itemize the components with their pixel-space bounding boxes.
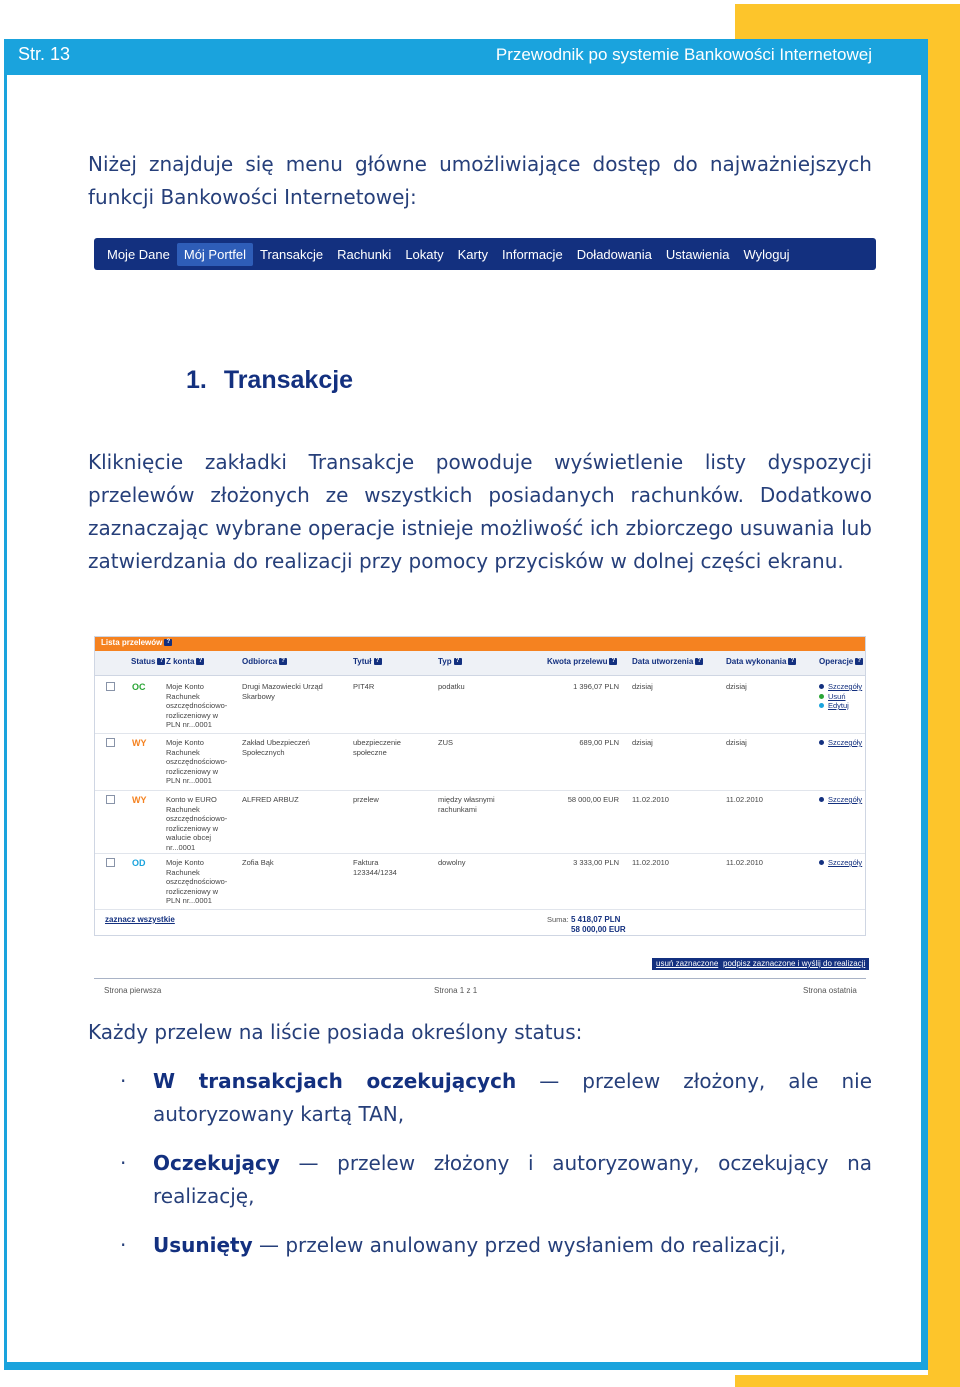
- status-description: — przelew złożony i autoryzowany, oczekujący na realizację,: [153, 1151, 872, 1208]
- status-description: — przelew złożony, ale nie autoryzowany kartą TAN,: [153, 1069, 872, 1126]
- table-row: [95, 677, 865, 734]
- recipient-cell: Zakład Ubezpieczeń Społecznych: [242, 738, 310, 757]
- created-date-cell: 11.02.2010: [632, 858, 669, 867]
- page-number: Str. 13: [18, 44, 71, 64]
- execution-date-cell: 11.02.2010: [726, 795, 763, 804]
- from-account-cell: Moje Konto Rachunek oszczędnościowo-rozliczeniowy w PLN nr...0001: [166, 682, 228, 729]
- status-badge: WY: [132, 795, 147, 805]
- menu-item-6[interactable]: Informacje: [501, 246, 563, 262]
- bullet-icon: [819, 860, 824, 865]
- operations-cell: [819, 738, 862, 748]
- operation-link[interactable]: Edytuj: [819, 701, 862, 711]
- intro-paragraph: Niżej znajduje się menu główne umożliwiające dostęp do najważniejszych funkcji Bankowości Internetowej:: [88, 152, 872, 209]
- recipient-cell: Zofia Bąk: [242, 858, 274, 867]
- status-intro: Każdy przelew na liście posiada określony status:: [88, 1020, 583, 1044]
- menu-item-5[interactable]: Karty: [457, 246, 488, 262]
- pager-current: Strona 1 z 1: [434, 986, 478, 995]
- amount-cell: 3 333,00 PLN: [573, 858, 619, 867]
- sum-label: Suma:: [547, 915, 569, 924]
- status-term: Oczekujący: [153, 1151, 280, 1175]
- section-number: 1.: [186, 366, 207, 394]
- page-frame-yellow-edge: [928, 40, 956, 1382]
- column-header-0[interactable]: Status ?: [131, 657, 165, 666]
- menu-item-3[interactable]: Rachunki: [337, 246, 392, 262]
- amount-cell: 58 000,00 EUR: [567, 795, 619, 804]
- status-badge: OC: [132, 682, 146, 692]
- help-icon[interactable]: ?: [196, 658, 204, 665]
- column-header-4[interactable]: Typ ?: [438, 657, 462, 666]
- status-term: W transakcjach oczekujących: [153, 1069, 517, 1093]
- created-date-cell: 11.02.2010: [632, 795, 669, 804]
- pager-first[interactable]: Strona pierwsza: [104, 986, 162, 995]
- row-checkbox[interactable]: [106, 682, 115, 691]
- from-account-cell: Moje Konto Rachunek oszczędnościowo-rozliczeniowy w PLN nr...0001: [166, 858, 228, 905]
- row-checkbox[interactable]: [106, 795, 115, 804]
- operation-link[interactable]: Usuń: [819, 692, 862, 702]
- amount-cell: 689,00 PLN: [579, 738, 619, 747]
- recipient-cell: ALFRED ARBUZ: [242, 795, 299, 804]
- title-cell: Faktura 123344/1234: [353, 858, 397, 877]
- operation-link[interactable]: Szczegóły: [819, 858, 862, 868]
- operations-cell: [819, 682, 862, 711]
- status-definition: [120, 1229, 872, 1262]
- execution-date-cell: 11.02.2010: [726, 858, 763, 867]
- document-title: Przewodnik po systemie Bankowości Internetowej: [495, 45, 872, 64]
- section-title: Transakcje: [223, 366, 354, 394]
- table-row: [95, 790, 865, 854]
- column-header-2[interactable]: Odbiorca ?: [242, 657, 287, 666]
- pager-divider: [94, 978, 866, 979]
- bullet-icon: [819, 740, 824, 745]
- created-date-cell: dzisiaj: [632, 738, 653, 747]
- menu-item-4[interactable]: Lokaty: [405, 246, 444, 262]
- sum-pln: 5 418,07 PLN: [571, 915, 621, 924]
- sign-and-send-button[interactable]: podpisz zaznaczone i wyślij do realizacji: [719, 958, 869, 970]
- status-badge: WY: [132, 738, 147, 748]
- row-checkbox[interactable]: [106, 858, 115, 867]
- menu-item-9[interactable]: Wyloguj: [743, 246, 790, 262]
- bullet-icon: ·: [120, 1233, 127, 1257]
- help-icon[interactable]: ?: [374, 658, 382, 665]
- help-icon[interactable]: ?: [695, 658, 703, 665]
- type-cell: podatku: [438, 682, 465, 691]
- status-term: Usunięty: [153, 1233, 253, 1257]
- operations-cell: [819, 858, 862, 868]
- title-cell: ubezpieczenie społeczne: [353, 738, 401, 757]
- row-checkbox[interactable]: [106, 738, 115, 747]
- help-icon[interactable]: ?: [609, 658, 617, 665]
- main-menu: [94, 238, 876, 270]
- title-cell: przelew: [353, 795, 379, 804]
- page-frame-right: [921, 75, 928, 1370]
- transfer-list-title: Lista przelewów ?: [101, 638, 172, 647]
- sum-eur: 58 000,00 EUR: [571, 925, 626, 934]
- menu-item-7[interactable]: Doładowania: [576, 246, 652, 262]
- table-row: [95, 853, 865, 910]
- bullet-icon: [819, 797, 824, 802]
- status-definition: [120, 1147, 872, 1213]
- operations-cell: [819, 795, 862, 805]
- operation-link[interactable]: Szczegóły: [819, 682, 862, 692]
- column-header-5[interactable]: Kwota przelewu ?: [547, 657, 617, 666]
- column-header-3[interactable]: Tytuł ?: [353, 657, 382, 666]
- bullet-icon: [819, 694, 824, 699]
- from-account-cell: Konto w EURO Rachunek oszczędnościowo-rozliczeniowy w walucie obcej nr...0001: [166, 795, 228, 852]
- operation-link[interactable]: Szczegóły: [819, 738, 862, 748]
- help-icon[interactable]: ?: [279, 658, 287, 665]
- status-badge: OD: [132, 858, 146, 868]
- page-frame-bottom: [4, 1362, 928, 1370]
- transfer-list: [94, 636, 866, 936]
- menu-item-2[interactable]: Transakcje: [260, 246, 324, 262]
- from-account-cell: Moje Konto Rachunek oszczędnościowo-rozliczeniowy w PLN nr...0001: [166, 738, 228, 785]
- status-description: — przelew anulowany przed wysłaniem do realizacji,: [252, 1233, 787, 1257]
- operation-link[interactable]: Szczegóły: [819, 795, 862, 805]
- bullet-icon: ·: [120, 1151, 127, 1175]
- pager-last[interactable]: Strona ostatnia: [803, 986, 857, 995]
- bullet-icon: [819, 703, 824, 708]
- type-cell: między własnymi rachunkami: [438, 795, 495, 814]
- select-all-link[interactable]: zaznacz wszystkie: [105, 915, 175, 924]
- column-header-6[interactable]: Data utworzenia ?: [632, 657, 703, 666]
- created-date-cell: dzisiaj: [632, 682, 653, 691]
- help-icon[interactable]: ?: [788, 658, 796, 665]
- section-body: Kliknięcie zakładki Transakcje powoduje wyświetlenie listy dyspozycji przelewów złożonych ze wszystkich posiadanych rachunków. Dodatkowo zaznaczając wybrane operacje istnieje możliwość ich zbiorczego usuwania lub zatwierdzania do realizacji przy pomocy przycisków w dolnej części ekranu.: [88, 450, 872, 573]
- bullet-icon: [819, 684, 824, 689]
- recipient-cell: Drugi Mazowiecki Urząd Skarbowy: [242, 682, 323, 701]
- type-cell: ZUS: [438, 738, 453, 747]
- menu-item-0[interactable]: Moje Dane: [107, 246, 170, 262]
- title-cell: PIT4R: [353, 682, 375, 691]
- help-icon[interactable]: ?: [454, 658, 462, 665]
- amount-cell: 1 396,07 PLN: [573, 682, 619, 691]
- table-row: [95, 733, 865, 791]
- delete-selected-button[interactable]: usuń zaznaczone: [652, 958, 722, 970]
- section-heading: [186, 366, 353, 395]
- column-header-1[interactable]: Z konta ?: [166, 657, 204, 666]
- help-icon[interactable]: ?: [157, 658, 165, 665]
- bullet-icon: ·: [120, 1069, 127, 1093]
- menu-item-8[interactable]: Ustawienia: [665, 246, 730, 262]
- menu-item-1[interactable]: Mój Portfel: [177, 243, 253, 266]
- column-header-8[interactable]: Operacje ?: [819, 657, 863, 666]
- execution-date-cell: dzisiaj: [726, 738, 747, 747]
- help-icon[interactable]: ?: [164, 639, 172, 646]
- status-definition: [120, 1065, 872, 1131]
- transfer-list-title-bar: [95, 637, 865, 651]
- page-frame-left: [4, 75, 7, 1365]
- help-icon[interactable]: ?: [855, 658, 863, 665]
- type-cell: dowolny: [438, 858, 466, 867]
- transfer-list-header: [95, 651, 865, 676]
- column-header-7[interactable]: Data wykonania ?: [726, 657, 796, 666]
- execution-date-cell: dzisiaj: [726, 682, 747, 691]
